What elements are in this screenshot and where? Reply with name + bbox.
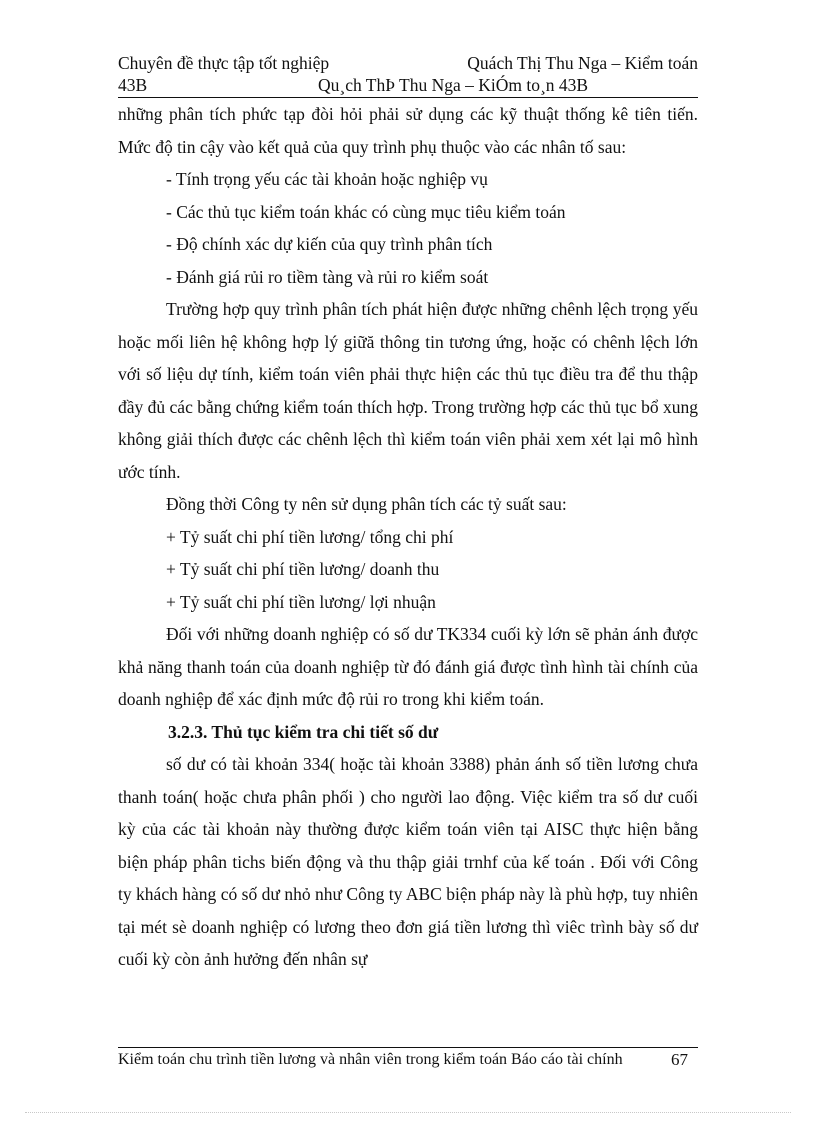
page-number: 67 [671,1050,688,1069]
header-row-1 [118,52,698,74]
paragraph-ratios-intro: Đồng thời Công ty nên sử dụng phân tích các tỷ suất sau: [166,494,567,514]
ratio-item: + Tỷ suất chi phí tiền lương/ tổng chi phí [166,526,454,547]
factor-item: - Độ chính xác dự kiến của quy trình phân tích [166,234,493,254]
paragraph-differences: Trường hợp quy trình phân tích phát hiện được những chênh lệch trọng yếu hoặc mối liên hệ không hợp lý giữă thông tin tương ứng, hoặc có chênh lệch lớn với số liệu dự tính, kiểm toán viên phải thực hiện các thủ tục điều tra để thu thập đầy đủ các bằng chứng kiểm toán thích hợp. Trong trường hợp các thủ tục bổ xung không giải thích được các chênh lệch thì kiểm toán viên phải xem xét lại mô hình ước tính. [118,299,698,482]
ratio-item: + Tỷ suất chi phí tiền lương/ lợi nhuận [166,591,436,612]
header-row-2 [118,74,698,96]
page-footer [118,1049,698,1071]
footer-rule [118,1047,698,1048]
header-garbled-author: Qu¸ch ThÞ Thu Nga – KiÓm to¸n 43B [318,75,589,95]
header-class: 43B [118,75,148,95]
page-header [118,52,698,96]
paragraph-balance-check: số dư có tài khoản 334( hoặc tài khoản 3388) phản ánh số tiền lương chưa thanh toán( hoặc chưa phân phối ) cho người lao động. Việc kiểm tra số dư cuối kỳ của các tài khoản này thường được kiểm toán viên tại AISC thực hiện bằng biện pháp phân tichs biến động và thu thập giải trnhf của kế toán . Đối với Công ty khách hàng có số dư nhỏ như Công ty ABC biện pháp này là phù hợp, tuy nhiên tại mét sè doanh nghiệp có lương theo đơn giá tiền lương thì viêc trình bày số dư cuối kỳ còn ảnh hưởng đến nhân sự [118,754,698,969]
header-left-title: Chuyên đề thực tập tốt nghiệp [118,53,330,73]
factor-item: - Đánh giá rủi ro tiềm tàng và rủi ro kiểm soát [166,266,489,287]
page-bottom-border [25,1112,791,1113]
header-right-title: Quách Thị Thu Nga – Kiểm toán [467,53,698,73]
ratio-item: + Tỷ suất chi phí tiền lương/ doanh thu [166,559,440,579]
factor-item: - Tính trọng yếu các tài khoản hoặc nghiệp vụ [166,169,488,189]
page-body [118,98,698,976]
paragraph-analysis: những phân tích phức tạp đòi hỏi phải sử dụng các kỹ thuật thống kê tiên tiến. Mức độ tin cậy vào kết quả của quy trình phụ thuộc vào các nhân tố sau: [118,104,698,157]
factor-item: - Các thủ tục kiểm toán khác có cùng mục tiêu kiểm toán [166,201,566,222]
footer-title: Kiểm toán chu trình tiền lương và nhân viên trong kiểm toán Báo cáo tài chính [118,1051,623,1068]
paragraph-tk334: Đối với những doanh nghiệp có số dư TK334 cuối kỳ lớn sẽ phản ánh được khả năng thanh toán của doanh nghiệp từ đó đánh giá được tình hình tài chính của doanh nghiệp để xác định mức độ rủi ro trong khi kiểm toán. [118,624,698,709]
section-heading: 3.2.3. Thủ tục kiểm tra chi tiết số dư [168,721,439,742]
